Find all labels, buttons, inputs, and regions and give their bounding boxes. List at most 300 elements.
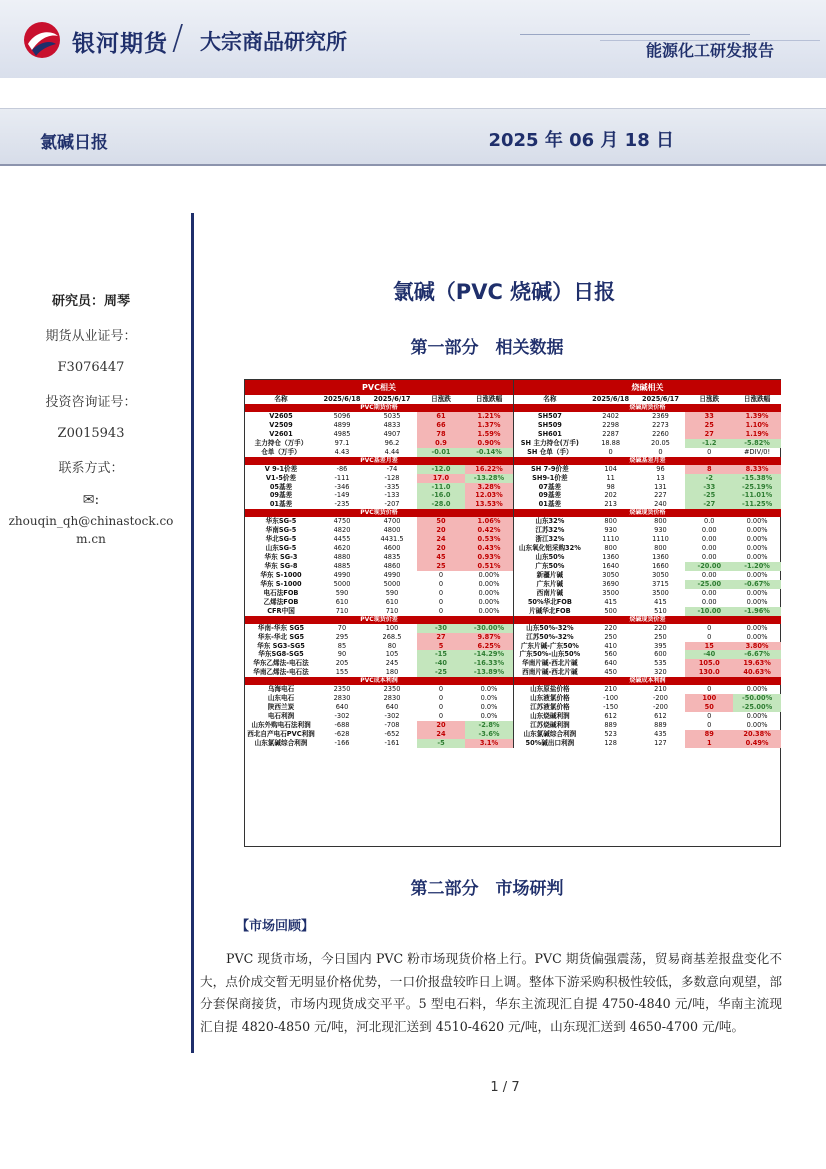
table-row [514, 465, 781, 474]
table-cell: 江苏32% [535, 526, 565, 535]
table-cell: 20 [417, 526, 465, 535]
contact-label: 联系方式： [58, 461, 124, 476]
table-cell: -207 [384, 500, 400, 509]
table-cell: 250 [604, 632, 617, 641]
table-cell: 1660 [652, 562, 669, 570]
table-row [514, 483, 781, 492]
report-date: 2025 年 06 月 18 日 [488, 130, 674, 151]
table-cell: 5000 [333, 579, 351, 588]
table-cell: 27 [417, 633, 465, 642]
table-cell: -2.8% [465, 721, 513, 730]
table-cell: 3500 [652, 588, 669, 597]
table-cell: -335 [384, 482, 400, 491]
table-cell: 205 [335, 659, 349, 668]
table-cell: 山东50% [535, 553, 565, 562]
table-row [245, 739, 513, 748]
table-cell: -25 [417, 668, 465, 677]
data-table [244, 379, 781, 847]
table-cell: 500 [604, 606, 617, 615]
table-row [245, 517, 513, 526]
cert2-label: 投资咨询证号： [45, 395, 137, 410]
part2-heading: 第二部分 市场研判 [410, 879, 564, 899]
table-cell: -33 [685, 483, 733, 492]
table-cell: 1.59% [465, 430, 513, 439]
table-row [514, 517, 781, 526]
table-cell: 4899 [333, 420, 351, 429]
table-cell: 0 [707, 623, 712, 632]
table-cell: 0 [707, 447, 712, 456]
group-header: 烧碱期货价格 [514, 404, 781, 412]
table-cell: 8.33% [733, 465, 781, 474]
column-header: 2025/6/18 [592, 395, 630, 403]
table-row [245, 474, 513, 483]
table-cell: 0.00% [478, 579, 500, 588]
table-cell: 612 [654, 712, 667, 721]
table-cell: 4750 [333, 517, 351, 526]
table-cell: 华东 SG-3 [264, 553, 298, 562]
table-cell: 640 [335, 703, 349, 712]
group-header: 烧碱成本利润 [514, 677, 781, 685]
table-row [514, 712, 781, 721]
table-cell: 0.00 [701, 526, 717, 535]
table-row [245, 580, 513, 589]
table-cell: 4620 [333, 544, 351, 553]
table-cell: -0.67% [733, 580, 781, 589]
table-cell: 华南乙烯法-电石法 [253, 668, 309, 677]
table-cell: 16.22% [465, 465, 513, 474]
table-cell: 3500 [602, 588, 620, 597]
table-cell: 0 [707, 712, 712, 721]
table-row [514, 562, 781, 571]
table-cell: 华东-华北 SG5 [257, 632, 305, 641]
table-cell: 105 [385, 650, 399, 659]
table-cell: -12.0 [417, 465, 465, 474]
table-cell: 1.39% [733, 412, 781, 421]
column-header: 名称 [543, 395, 557, 403]
table-cell: -28.0 [417, 500, 465, 509]
table-cell: 0.00 [701, 535, 717, 544]
table-cell: 11 [606, 473, 615, 482]
table-cell: 0 [608, 447, 613, 456]
table-row [245, 703, 513, 712]
table-cell: 131 [654, 482, 667, 491]
table-header: PVC相关 [245, 380, 513, 395]
table-cell: 0.0% [480, 685, 498, 694]
table-cell: 4860 [383, 562, 401, 570]
table-cell: 0 [707, 685, 712, 694]
table-cell: 590 [335, 588, 349, 597]
table-cell: 2402 [602, 411, 620, 420]
table-cell: 130.0 [685, 668, 733, 677]
table-cell: 0.00% [746, 588, 768, 597]
table-cell: 66 [417, 421, 465, 430]
table-cell: 600 [654, 650, 667, 659]
table-cell: -40 [685, 650, 733, 659]
table-cell: 800 [604, 517, 617, 526]
table-cell: 20 [417, 721, 465, 730]
table-cell: -74 [386, 464, 398, 473]
table-cell: 华东 S-1000 [260, 579, 302, 588]
table-cell: 1110 [602, 535, 620, 544]
table-cell: 1640 [602, 562, 620, 570]
brand-name: 银河期货 [72, 31, 168, 57]
table-cell: -3.6% [465, 730, 513, 739]
table-cell: 0.00% [746, 544, 768, 553]
table-cell: 0.00% [478, 588, 500, 597]
table-cell: -688 [334, 721, 350, 729]
table-cell: 华东 S-1000 [260, 570, 302, 579]
table-cell: 0 [438, 685, 444, 694]
table-cell: -111 [334, 473, 350, 482]
table-cell: 104 [604, 464, 617, 473]
table-cell: 800 [654, 544, 667, 553]
table-cell: -15.38% [733, 474, 781, 483]
table-row [514, 739, 781, 748]
table-cell: -13.89% [465, 668, 513, 677]
column-header: 日涨跌幅 [475, 395, 503, 403]
table-cell: V 9-1价差 [264, 464, 298, 473]
table-cell: 2350 [383, 685, 401, 694]
table-cell: 1.06% [465, 517, 513, 526]
table-cell: -1.2 [685, 439, 733, 448]
table-cell: -2 [685, 474, 733, 483]
table-cell: 0.00% [746, 685, 768, 694]
table-cell: 2350 [333, 685, 351, 694]
table-cell: 20.05 [651, 438, 670, 447]
column-header: 2025/6/17 [641, 395, 679, 403]
table-cell: 2273 [652, 420, 669, 429]
table-cell: 0.9 [417, 439, 465, 448]
column-header: 2025/6/17 [373, 395, 411, 403]
table-cell: 华东乙烯法-电石法 [253, 659, 309, 668]
table-cell: 33 [685, 412, 733, 421]
table-cell: -40 [417, 659, 465, 668]
table-cell: 27 [685, 430, 733, 439]
table-cell: 70 [337, 623, 347, 632]
table-cell: 210 [604, 685, 617, 694]
table-cell: -652 [384, 729, 400, 738]
table-cell: 40.63% [733, 668, 781, 677]
table-row [514, 491, 781, 500]
table-cell: SH 仓单（手） [527, 447, 573, 456]
table-cell: 华东 SG3-SG5 [257, 641, 305, 650]
table-cell: 155 [335, 668, 349, 677]
email-link[interactable]: zhouqin_qh@chinastock.com.cn [8, 514, 174, 546]
table-cell: -50.00% [733, 694, 781, 703]
table-cell: 20 [417, 544, 465, 553]
table-cell: 9.87% [465, 633, 513, 642]
table-cell: 4907 [383, 429, 401, 438]
table-cell: -14.29% [465, 650, 513, 659]
group-header: PVC现货价格 [245, 509, 513, 517]
table-row [245, 535, 513, 544]
table-cell: 523 [604, 729, 617, 738]
market-review-paragraph: PVC 现货市场，今日国内 PVC 粉市场现货价格上行。PVC 期货偏强震荡，贸易商基差报盘变化不大，点价成交暂无明显价格优势，一口价报盘较昨日上调。整体下游采购积极性较低，多数意向观望，部分套保商接货，市场内现货成交平平。5 型电石料，华东主流现汇自提 4750-4840 元/吨，华南主流现汇自提 4820-4850 元/吨，河北现汇送到 4510-4620 元/吨，山东现汇送到 4650-4700 元/吨。 [200, 951, 782, 1034]
table-cell: 0.90% [465, 439, 513, 448]
table-cell: 19.63% [733, 659, 781, 668]
table-cell: 4431.5 [380, 535, 404, 544]
table-cell: 213 [604, 500, 617, 509]
table-cell: 浙江32% [535, 535, 565, 544]
title-band [0, 108, 826, 166]
table-cell: 0 [438, 597, 444, 606]
table-cell: 590 [385, 588, 399, 597]
table-row [245, 730, 513, 739]
table-cell: 180 [385, 668, 399, 677]
table-cell: 25 [417, 562, 465, 571]
table-cell: -5 [417, 739, 465, 748]
table-cell: 0 [707, 632, 712, 641]
table-cell: 250 [654, 632, 667, 641]
table-cell: 295 [335, 632, 349, 641]
table-cell: -161 [384, 738, 400, 747]
table-cell: #DIV/0! [744, 447, 771, 456]
table-cell: 0.00% [478, 570, 500, 579]
table-row [514, 421, 781, 430]
table-cell: 华南片碱-西北片碱 [522, 659, 578, 668]
table-cell: -166 [334, 738, 350, 747]
table-cell: 3690 [602, 579, 620, 588]
table-cell: 仓单（万手） [261, 447, 301, 456]
table-cell: -346 [334, 482, 350, 491]
table-cell: 0 [438, 588, 444, 597]
column-header-row [514, 395, 781, 404]
table-row [514, 553, 781, 562]
table-cell: V2605 [269, 411, 293, 420]
sidebar [0, 290, 182, 564]
table-cell: 01基差 [538, 500, 562, 509]
table-cell: 0.0% [480, 694, 498, 703]
table-cell: 乌海电石 [267, 685, 295, 694]
table-cell: 05基差 [269, 482, 293, 491]
table-row [245, 712, 513, 721]
table-cell: 50 [417, 517, 465, 526]
table-cell: 山东氯碱综合利润 [523, 729, 577, 738]
table-cell: 1 [685, 739, 733, 748]
table-cell: 江苏烧碱利润 [530, 721, 570, 729]
table-cell: 山东氧化铝采购32% [518, 544, 581, 553]
table-cell: 陕西兰炭 [267, 703, 295, 712]
table-cell: 0 [438, 694, 444, 703]
table-cell: 415 [604, 597, 617, 606]
table-cell: 395 [654, 641, 667, 650]
table-cell: -25.19% [733, 483, 781, 492]
table-row [514, 607, 781, 616]
table-cell: -25.00% [733, 703, 781, 712]
table-cell: 5035 [383, 411, 401, 420]
table-cell: 广东片碱-广东50% [520, 641, 579, 650]
table-row [245, 526, 513, 535]
table-cell: -628 [334, 729, 350, 738]
table-row [245, 694, 513, 703]
table-cell: 612 [604, 712, 617, 721]
table-cell: 410 [604, 641, 617, 650]
doc-title: 氯碱（PVC 烧碱）日报 [392, 280, 616, 304]
table-cell: -30.00% [465, 624, 513, 633]
table-cell: 97.1 [334, 438, 350, 447]
galaxy-logo-icon [22, 20, 62, 60]
table-cell: -16.33% [465, 659, 513, 668]
table-cell: 2830 [333, 694, 351, 703]
table-cell: 0.00% [478, 597, 500, 606]
table-cell: 4600 [383, 544, 401, 553]
column-header: 日涨跌幅 [743, 395, 771, 403]
decor-line [520, 34, 750, 35]
table-cell: 0.00 [701, 544, 717, 553]
table-cell: -1.96% [733, 607, 781, 616]
table-row [245, 491, 513, 500]
table-cell: 主力持仓（万手） [254, 438, 308, 447]
table-row [245, 448, 513, 457]
table-cell: 800 [654, 517, 667, 526]
table-cell: 0.49% [733, 739, 781, 748]
table-cell: 0 [438, 703, 444, 712]
table-cell: -6.67% [733, 650, 781, 659]
sidebar-divider [191, 213, 194, 1053]
table-cell: SH 主力持仓(万手) [520, 438, 579, 447]
table-cell: -1.20% [733, 562, 781, 571]
table-cell: 889 [654, 721, 667, 729]
table-cell: -5.82% [733, 439, 781, 448]
table-cell: 0.00% [746, 535, 768, 544]
table-cell: -302 [334, 712, 350, 721]
table-row [245, 589, 513, 598]
table-cell: 24 [417, 535, 465, 544]
table-cell: 2298 [602, 420, 620, 429]
table-cell: SH507 [537, 411, 562, 420]
table-cell: 0.00% [746, 526, 768, 535]
table-row [245, 721, 513, 730]
table-cell: 5000 [383, 579, 401, 588]
table-cell: 800 [604, 544, 617, 553]
table-cell: 0.00% [746, 553, 768, 562]
table-cell: -235 [334, 500, 350, 509]
table-row [245, 685, 513, 694]
table-row [514, 571, 781, 580]
report-type: 能源化工研发报告 [645, 41, 774, 60]
table-cell: 128 [604, 738, 617, 747]
table-cell: -0.01 [417, 448, 465, 457]
table-cell: 0.00% [746, 570, 768, 579]
table-row [514, 642, 781, 651]
table-cell: 华东 SG-8 [264, 562, 298, 570]
table-cell: 268.5 [382, 632, 402, 641]
table-cell: -25.00 [685, 580, 733, 589]
table-cell: 4.43 [334, 447, 350, 456]
table-cell: 0.00 [701, 570, 717, 579]
page-number: 1 / 7 [490, 1080, 520, 1095]
table-cell: 127 [654, 738, 667, 747]
table-cell: 710 [385, 606, 399, 615]
table-cell: 227 [654, 491, 667, 500]
table-cell: 4800 [383, 526, 401, 535]
table-cell: 乙烯法FOB [263, 597, 299, 606]
table-cell: 4990 [383, 570, 401, 579]
table-cell: 华南-华东 SG5 [257, 623, 305, 632]
table-cell: 0.53% [465, 535, 513, 544]
table-cell: 山东SG-5 [265, 544, 297, 553]
table-cell: 0.00% [478, 606, 500, 615]
table-row [514, 500, 781, 509]
table-cell: 0.00% [746, 712, 768, 721]
table-cell: 5096 [333, 411, 351, 420]
table-row [245, 553, 513, 562]
table-cell: 西南片碱-西北片碱 [522, 668, 578, 677]
table-cell: V2509 [269, 420, 293, 429]
table-cell: 4455 [333, 535, 351, 544]
group-header: PVC成本利润 [245, 677, 513, 685]
table-cell: 0.51% [465, 562, 513, 571]
table-cell: 1.21% [465, 412, 513, 421]
table-cell: 2260 [652, 429, 669, 438]
cert1-value: F3076447 [57, 360, 125, 375]
divider-slash: / [172, 18, 184, 58]
table-cell: -10.00 [685, 607, 733, 616]
table-row [245, 650, 513, 659]
table-cell: SH 7-9价差 [531, 464, 569, 473]
table-cell: -25 [685, 491, 733, 500]
table-cell: 0.00 [701, 597, 717, 606]
table-cell: 4700 [383, 517, 401, 526]
table-row [514, 659, 781, 668]
table-cell: 85 [337, 641, 347, 650]
table-cell: 华东SG-5 [265, 517, 297, 526]
table-cell: 电石法FOB [263, 588, 299, 597]
table-cell: 24 [417, 730, 465, 739]
table-cell: 17.0 [417, 474, 465, 483]
table-cell: 930 [604, 526, 617, 535]
table-cell: -15 [417, 650, 465, 659]
table-cell: 3.1% [465, 739, 513, 748]
table-cell: 535 [654, 659, 667, 668]
table-cell: -302 [384, 712, 400, 721]
table-cell: 930 [654, 526, 667, 535]
table-cell: 4820 [333, 526, 351, 535]
table-cell: 3.80% [733, 642, 781, 651]
table-cell: 4880 [333, 553, 351, 562]
table-cell: 640 [385, 703, 399, 712]
table-cell: -11.25% [733, 500, 781, 509]
table-cell: 0.0% [480, 712, 498, 721]
table-row [245, 544, 513, 553]
table-cell: 220 [654, 623, 667, 632]
table-cell: 西北自产电石PVC利润 [247, 729, 315, 738]
table-cell: -16.0 [417, 491, 465, 500]
table-cell: 山东烧碱利润 [530, 712, 570, 721]
group-header: 烧碱基差月差 [514, 457, 781, 465]
table-cell: 0 [438, 579, 444, 588]
group-header: 烧碱现货价格 [514, 509, 781, 517]
table-row [514, 685, 781, 694]
table-cell: 610 [335, 597, 349, 606]
table-cell: -100 [603, 694, 619, 703]
table-cell: 640 [604, 659, 617, 668]
table-cell: -200 [652, 703, 668, 712]
table-cell: 90 [337, 650, 347, 659]
table-cell: 4833 [383, 420, 401, 429]
table-cell: 0.00% [746, 517, 768, 526]
table-row [245, 607, 513, 616]
table-row [245, 598, 513, 607]
column-header: 日涨跌 [699, 395, 720, 403]
table-row [514, 598, 781, 607]
table-cell: 1360 [602, 553, 620, 562]
table-cell: 4835 [383, 553, 401, 562]
table-row [514, 526, 781, 535]
table-cell: -27 [685, 500, 733, 509]
table-cell: 新疆片碱 [536, 570, 564, 579]
table-cell: 0.00% [746, 721, 768, 729]
